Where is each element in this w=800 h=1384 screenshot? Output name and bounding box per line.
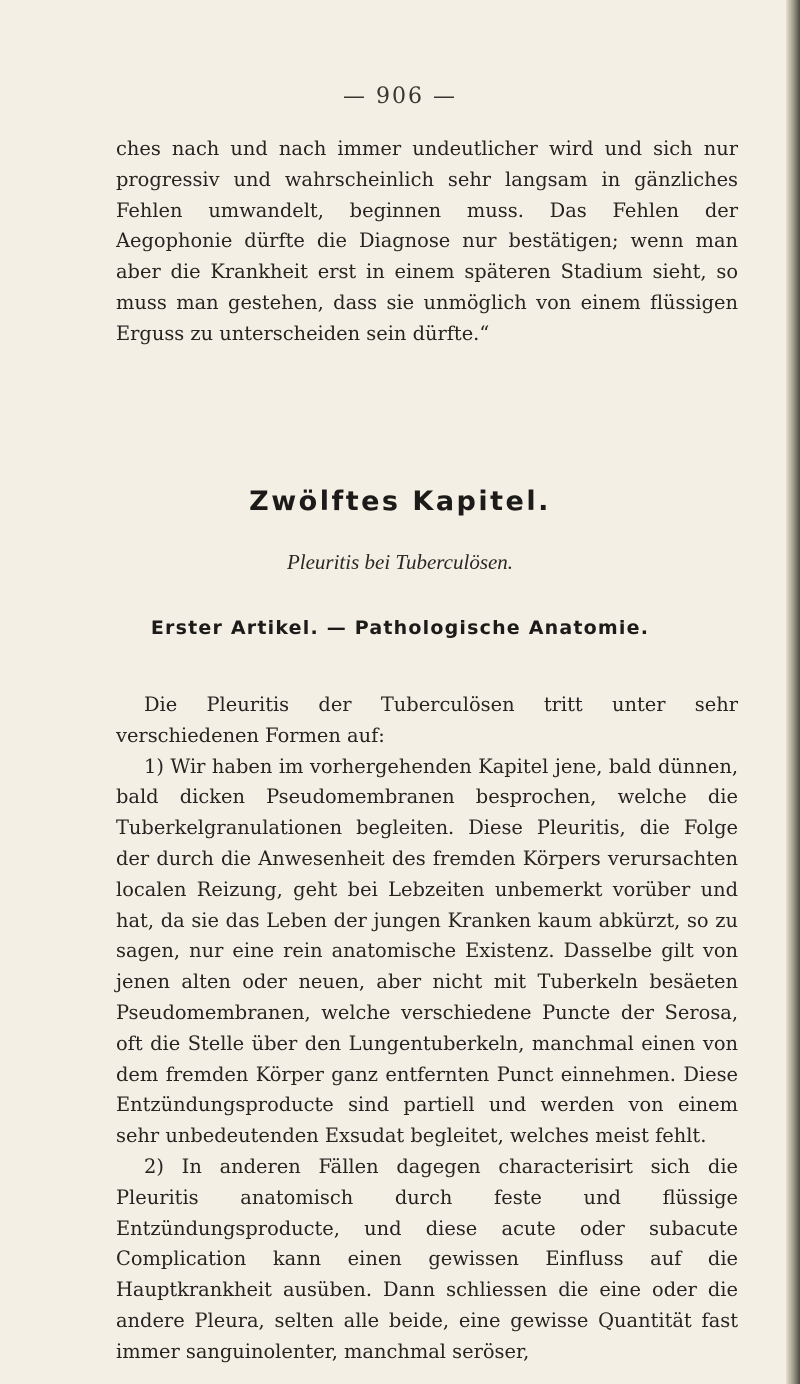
body-paragraph: Die Pleuritis der Tuberculösen tritt unter sehr verschiedenen Formen auf: [116, 693, 738, 747]
article-heading: Erster Artikel. — Pathologische Anatomie. [150, 617, 650, 639]
chapter-title: Zwölftes Kapitel. [249, 486, 551, 517]
intro-paragraph [116, 134, 738, 350]
intro-paragraph-text: ches nach und nach immer undeutlicher wird und sich nur progressiv und wahrscheinlich sehr langsam in gänzliches Fehlen umwandelt, beginnen muss. Das Fehlen der Aegophonie dürfte die Diagnose nur bestätigen; wenn man aber die Krankheit erst in einem späteren Stadium sieht, so muss man gestehen, dass sie unmöglich von einem flüssigen Erguss zu unterscheiden sein dürfte.“ [116, 137, 738, 345]
body-text [116, 690, 738, 1368]
body-paragraph: 1) Wir haben im vorhergehenden Kapitel jene, bald dünnen, bald dicken Pseudomembranen besprochen, welche die Tuberkelgranulationen begleiten. Diese Pleuritis, die Folge der durch die Anwesenheit des fremden Körpers verursachten localen Reizung, geht bei Lebzeiten unbemerkt vorüber und hat, da sie das Leben der jungen Kranken kaum abkürzt, so zu sagen, nur eine rein anatomische Existenz. Dasselbe gilt von jenen alten oder neuen, aber nicht mit Tuberkeln besäeten Pseudomembranen, welche verschiedene Puncte der Serosa, oft die Stelle über den Lungentuberkeln, manchmal einen von dem fremden Körper ganz entfernten Punct einnehmen. Diese Entzündungsproducte sind partiell und werden von einem sehr unbedeutenden Exsudat begleitet, welches meist fehlt. [116, 754, 738, 1148]
chapter-subtitle: Pleuritis bei Tuberculösen. [286, 550, 514, 574]
body-paragraph: 2) In anderen Fällen dagegen characterisirt sich die Pleuritis anatomisch durch feste und flüssige Entzündungsproducte, und diese acute oder subacute Complication kann einen gewissen Einfluss auf die Hauptkrankheit ausüben. Dann schliessen die eine oder die andere Pleura, selten alle beide, eine gewisse Quantität fast immer sanguinolenter, manchmal seröser, [116, 1154, 738, 1363]
page-edge-shadow [786, 0, 800, 1384]
page-number: — 906 — [343, 84, 457, 109]
